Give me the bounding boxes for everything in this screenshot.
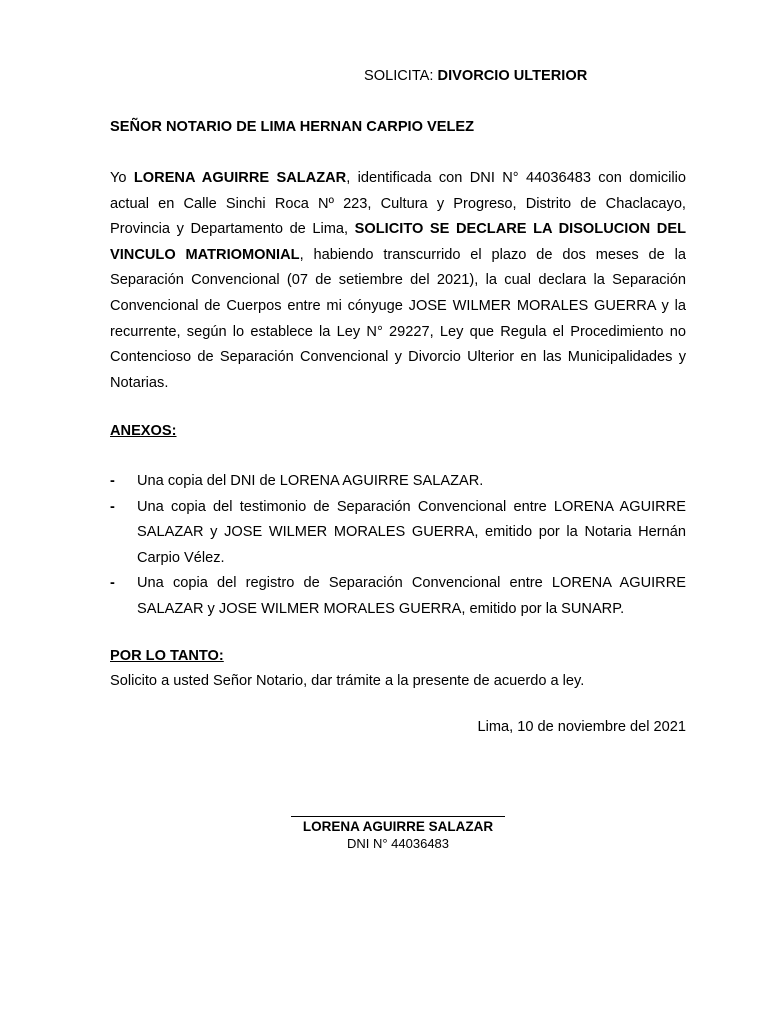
body-paragraph <box>110 166 686 396</box>
date-line: Lima, 10 de noviembre del 2021 <box>477 719 686 735</box>
annex-item <box>110 495 686 572</box>
annex-item <box>110 469 686 495</box>
annexes-heading: ANEXOS: <box>110 423 177 439</box>
body-bold-request: SOLICITO SE DECLARE LA DISOLUCION DEL VINCULO MATRIOMONIAL <box>110 221 686 263</box>
subject-label: SOLICITA: <box>364 68 438 84</box>
signature-line <box>291 816 505 817</box>
body-text-2: , identificada con DNI N° 44036483 con domicilio actual en Calle Sinchi Roca Nº 223, Cultura y Progreso, Distrito de Chaclacayo, Provincia y Departamento de Lima, <box>110 170 686 238</box>
bullet-dash: - <box>110 575 115 592</box>
body-text-1: Yo <box>110 170 134 186</box>
addressee: SEÑOR NOTARIO DE LIMA HERNAN CARPIO VELEZ <box>110 119 475 135</box>
signer-id: DNI N° 44036483 <box>346 836 450 851</box>
body-text-3: , habiendo transcurrido el plazo de dos meses de la Separación Convencional (07 de setiembre del 2021), la cual declara la Separación Convencional de Cuerpos entre mi cónyuge JOSE WILMER MORALES GUERRA y la recurrente, según lo establece la Ley N° 29227, Ley que Regula el Procedimiento no Contencioso de Separación Convencional y Divorcio Ulterior en las Municipalidades y Notarias. <box>110 246 686 391</box>
annexes-list <box>110 469 686 623</box>
annex-item <box>110 571 686 622</box>
signer-name: LORENA AGUIRRE SALAZAR <box>302 819 494 834</box>
subject-value: DIVORCIO ULTERIOR <box>437 68 588 84</box>
body-bold-name: LORENA AGUIRRE SALAZAR <box>133 170 347 186</box>
annex-item-text: Una copia del testimonio de Separación Convencional entre LORENA AGUIRRE SALAZAR y JOSE WILMER MORALES GUERRA, emitido por la Notaria Hernán Carpio Vélez. <box>137 498 686 566</box>
therefore-text: Solicito a usted Señor Notario, dar trámite a la presente de acuerdo a ley. <box>110 673 585 689</box>
bullet-dash: - <box>110 498 115 515</box>
therefore-heading: POR LO TANTO: <box>110 648 224 664</box>
annex-item-text: Una copia del DNI de LORENA AGUIRRE SALAZAR. <box>137 473 484 489</box>
bullet-dash: - <box>110 473 115 489</box>
subject-line <box>364 68 587 84</box>
annex-item-text: Una copia del registro de Separación Convencional entre LORENA AGUIRRE SALAZAR y JOSE WILMER MORALES GUERRA, emitido por la SUNARP. <box>137 575 686 617</box>
